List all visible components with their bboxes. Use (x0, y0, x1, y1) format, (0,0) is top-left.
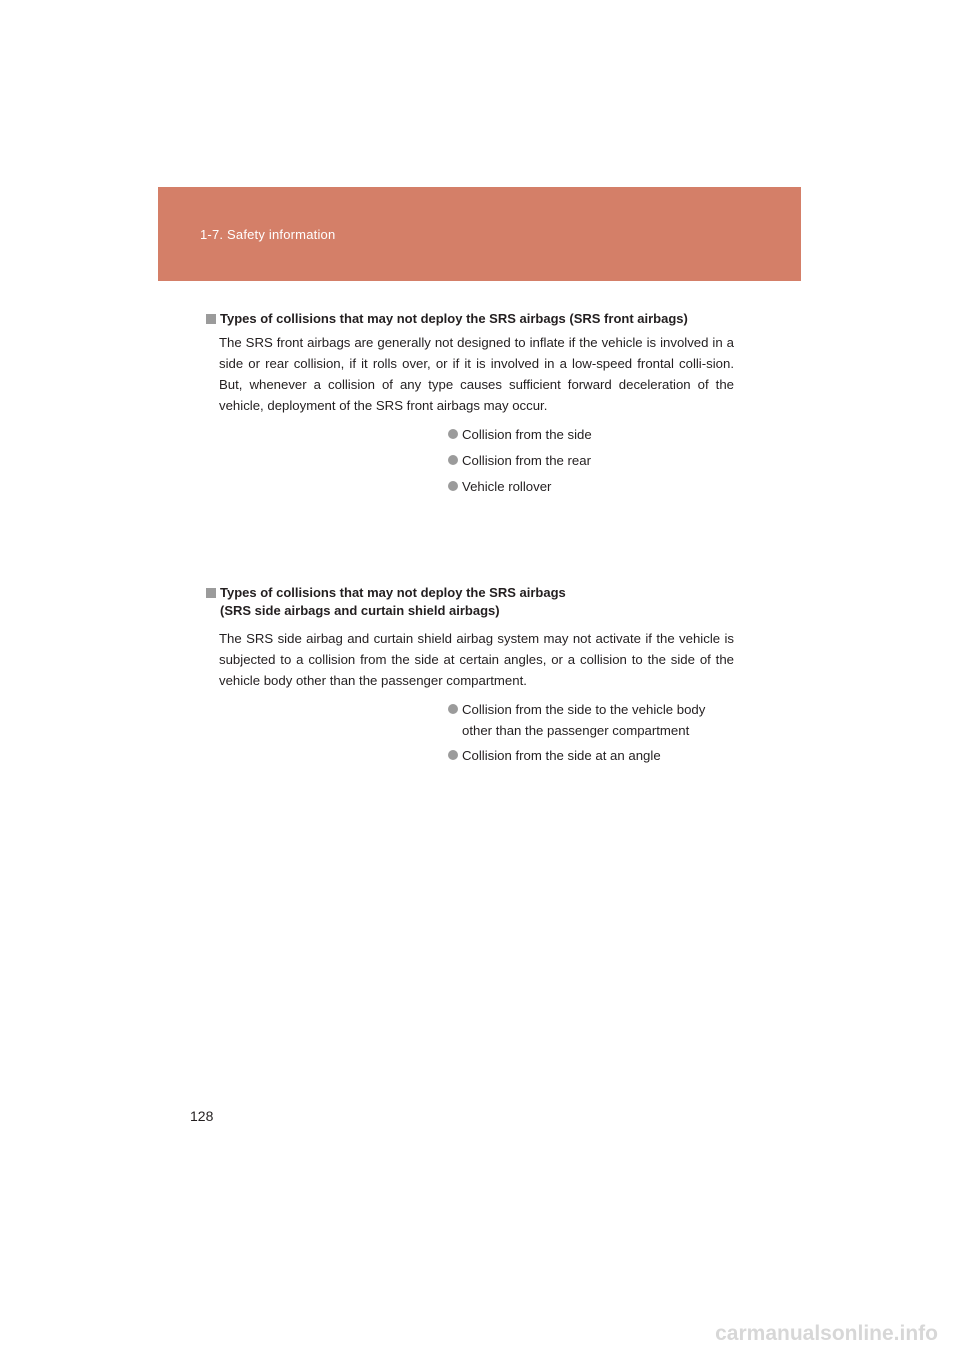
square-bullet-icon (206, 588, 216, 598)
round-bullet-icon (448, 481, 458, 491)
round-bullet-icon (448, 429, 458, 439)
list-item: Collision from the side (448, 424, 748, 445)
list-item: Collision from the rear (448, 450, 748, 471)
page-number: 128 (190, 1108, 214, 1124)
side-airbags-paragraph: The SRS side airbag and curtain shield airbag system may not activate if the vehicle is subjected to a collision from the side at certain angles, or a collision to the side of the vehicle body other than the passenger compartment. (219, 631, 734, 688)
list-item: Vehicle rollover (448, 476, 748, 497)
section-heading-front-airbags: Types of collisions that may not deploy the SRS airbags (SRS front airbags) (206, 310, 688, 328)
round-bullet-icon (448, 455, 458, 465)
round-bullet-icon (448, 750, 458, 760)
header-band (158, 187, 801, 281)
square-bullet-icon (206, 314, 216, 324)
round-bullet-icon (448, 704, 458, 714)
section-label: 1-7. Safety information (200, 227, 336, 242)
front-airbags-paragraph: The SRS front airbags are generally not designed to inflate if the vehicle is involved in a side or rear collision, if it rolls over, or if it is involved in a low-speed frontal colli-sion. But, whenever a collision of any type causes sufficient forward deceleration of the vehicle, deployment of the SRS front airbags may occur. (219, 335, 734, 413)
section-heading-side-airbags: Types of collisions that may not deploy the SRS airbags (SRS side airbags and curtain shield airbags) (206, 584, 566, 620)
list-item: Collision from the side to the vehicle body other than the passenger compartment (448, 699, 733, 741)
front-airbags-bullets (448, 424, 748, 497)
watermark: carmanualsonline.info (715, 1322, 938, 1345)
side-airbags-bullets (448, 699, 733, 766)
list-item: Collision from the side at an angle (448, 745, 733, 766)
